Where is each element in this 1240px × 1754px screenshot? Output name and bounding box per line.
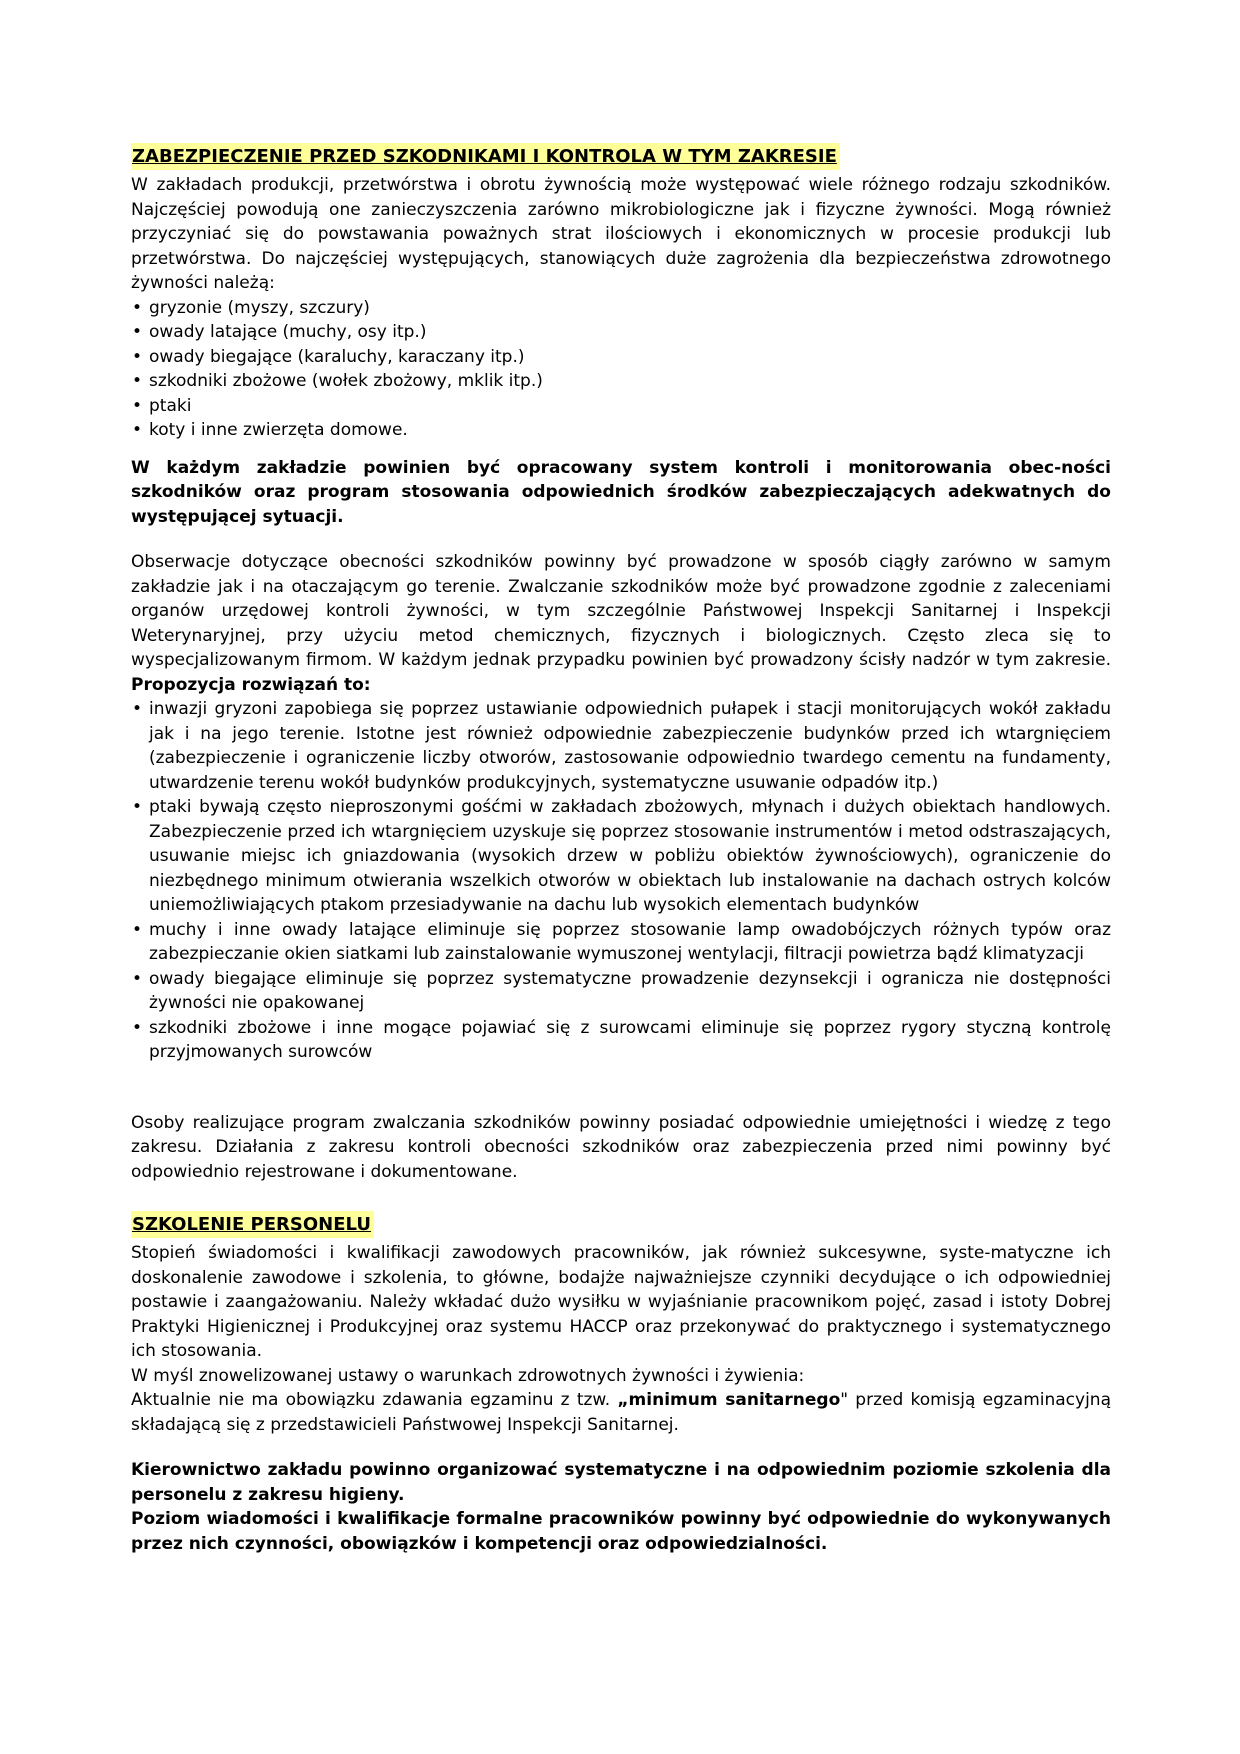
list-item-bird-prevention: • ptaki bywają często nieproszonymi gośćmi w zakładach zbożowych, młynach i dużych obiektach handlowych. Zabezpieczenie przed ich wtargnięciem uzyskuje się poprzez stosowanie instrumentów i metod odstraszających, usuwanie miejsc ich gniazdowania (wysokich drzew w pobliżu obiektów żywnościowych), ograniczenie do niezbędnego minimum otwierania wszelkich otworów w obiektach lub instalowanie na dachach ostrych kolców uniemożliwiających ptakom przesiadywanie na dachu lub wysokich elementach budynków bbox=[131, 795, 1111, 918]
paragraph-exam bbox=[131, 1388, 1111, 1437]
observations-text: Obserwacje dotyczące obecności szkodników powinny być prowadzone w sposób ciągły zarówno w samym zakładzie jak i na otaczającym go terenie. Zwalczanie szkodników może być prowadzone zgodnie z zaleceniami organów urzędowej kontroli żywności, w tym szczególnie Państwowej Inspekcji Sanitarnej i Inspekcji Weterynaryjnej, przy użyciu metod chemicznych, fizycznych i biologicznych. Często zleca się to wyspecjalizowanym firmom. W każdym jednak przypadku powinien być prowadzony ścisły nadzór w tym zakresie. bbox=[131, 552, 1111, 670]
list-item-birds: • ptaki bbox=[131, 394, 1111, 419]
list-item-flying-insect-elimination: • muchy i inne owady latające eliminuje się poprzez stosowanie lamp owadobójczych różnych typów oraz zabezpieczanie okien siatkami lub zainstalowanie wymuszonej wentylacji, filtracji powietrza bądź klimatyzacji bbox=[131, 918, 1111, 967]
pest-types-list bbox=[131, 296, 1111, 443]
list-item-grain-pests: • szkodniki zbożowe (wołek zbożowy, mklik itp.) bbox=[131, 369, 1111, 394]
list-item-grain-pest-elimination: • szkodniki zbożowe i inne mogące pojawiać się z surowcami eliminuje się poprzez rygory styczną kontrolę przyjmowanych surowców bbox=[131, 1016, 1111, 1065]
section-heading-training: SZKOLENIE PERSONELU bbox=[131, 1211, 374, 1238]
paragraph-training: Stopień świadomości i kwalifikacji zawodowych pracowników, jak również sukcesywne, syste-matyczne ich doskonalenie zawodowe i szkolenia, to główne, bodajże najważniejsze czynniki decydujące o ich odpowiedniej postawie i zaangażowaniu. Należy wkładać dużo wysiłku w wyjaśnianie pracownikom pojęć, zasad i istoty Dobrej Praktyki Higienicznej i Produkcyjnej oraz systemu HACCP oraz przekonywać do praktycznego i systematycznego ich stosowania. bbox=[131, 1243, 1111, 1361]
list-item-rodent-prevention: • inwazji gryzoni zapobiega się poprzez ustawianie odpowiednich pułapek i stacji monitorujących wokół zakładu jak i na jego terenie. Istotne jest również odpowiednie zabezpieczenie budynków przed ich wtargnięciem (zabezpieczenie i ograniczenie liczby otworów, zastosowanie odpowiednio twardego cementu na fundamenty, utwardzenie terenu wokół budynków produkcyjnych, systematyczne usuwanie odpadów itp.) bbox=[131, 697, 1111, 795]
list-item-crawling-insects: • owady biegające (karaluchy, karaczany itp.) bbox=[131, 345, 1111, 370]
exam-minimum-sanitarne-bold: „minimum sanitarnego bbox=[617, 1390, 841, 1410]
solutions-list bbox=[131, 697, 1111, 1065]
paragraph-management: Kierownictwo zakładu powinno organizować systematyczne i na odpowiednim poziomie szkolenia dla personelu z zakresu higieny. bbox=[131, 1460, 1111, 1505]
paragraph-staff: Osoby realizujące program zwalczania szkodników powinny posiadać odpowiednie umiejętności i wiedzę z tego zakresu. Działania z zakresu kontroli obecności szkodników oraz zabezpieczenia przed nimi powinny być odpowiednio rejestrowane i dokumentowane. bbox=[131, 1112, 1111, 1182]
list-item-rodents: • gryzonie (myszy, szczury) bbox=[131, 296, 1111, 321]
exam-text-pre: Aktualnie nie ma obowiązku zdawania egzaminu z tzw. bbox=[131, 1390, 618, 1410]
list-item-crawling-insect-elimination: • owady biegające eliminuje się poprzez systematyczne prowadzenie dezynsekcji i ogranicza nie dostępności żywności nie opakowanej bbox=[131, 967, 1111, 1016]
paragraph-law: W myśl znowelizowanej ustawy o warunkach zdrowotnych żywności i żywienia: bbox=[131, 1365, 805, 1386]
exam-text-post: " przed komisją egzaminacyjną składającą się z przedstawicieli Państwowej Inspekcji Sanitarnej. bbox=[131, 1390, 1111, 1435]
list-item-flying-insects: • owady latające (muchy, osy itp.) bbox=[131, 320, 1111, 345]
list-item-cats-domestic-animals: • koty i inne zwierzęta domowe. bbox=[131, 418, 1111, 443]
document-page bbox=[131, 143, 1111, 1556]
section-heading-pest-control: ZABEZPIECZENIE PRZED SZKODNIKAMI I KONTROLA W TYM ZAKRESIE bbox=[131, 143, 840, 170]
paragraph-observations bbox=[131, 550, 1111, 697]
paragraph-intro: W zakładach produkcji, przetwórstwa i obrotu żywnością może występować wiele różnego rodzaju szkodników. Najczęściej powodują one zanieczyszczenia zarówno mikrobiologiczne jak i fizyczne żywności. Mogą również przyczyniać się do powstawania poważnych strat ilościowych i ekonomicznych w procesie produkcji lub przetwórstwa. Do najczęściej występujących, stanowiących duże zagrożenia dla bezpieczeństwa zdrowotnego żywności należą: bbox=[131, 175, 1111, 293]
paragraph-qualifications: Poziom wiadomości i kwalifikacje formalne pracowników powinny być odpowiednie do wykonywanych przez nich czynności, obowiązków i kompetencji oraz odpowiedzialności. bbox=[131, 1509, 1111, 1554]
observations-proposal-label: Propozycja rozwiązań to: bbox=[131, 674, 371, 695]
paragraph-control-system: W każdym zakładzie powinien być opracowany system kontroli i monitorowania obec-ności szkodników oraz program stosowania odpowiednich środków zabezpieczających adekwatnych do występującej sytuacji. bbox=[131, 457, 1111, 527]
